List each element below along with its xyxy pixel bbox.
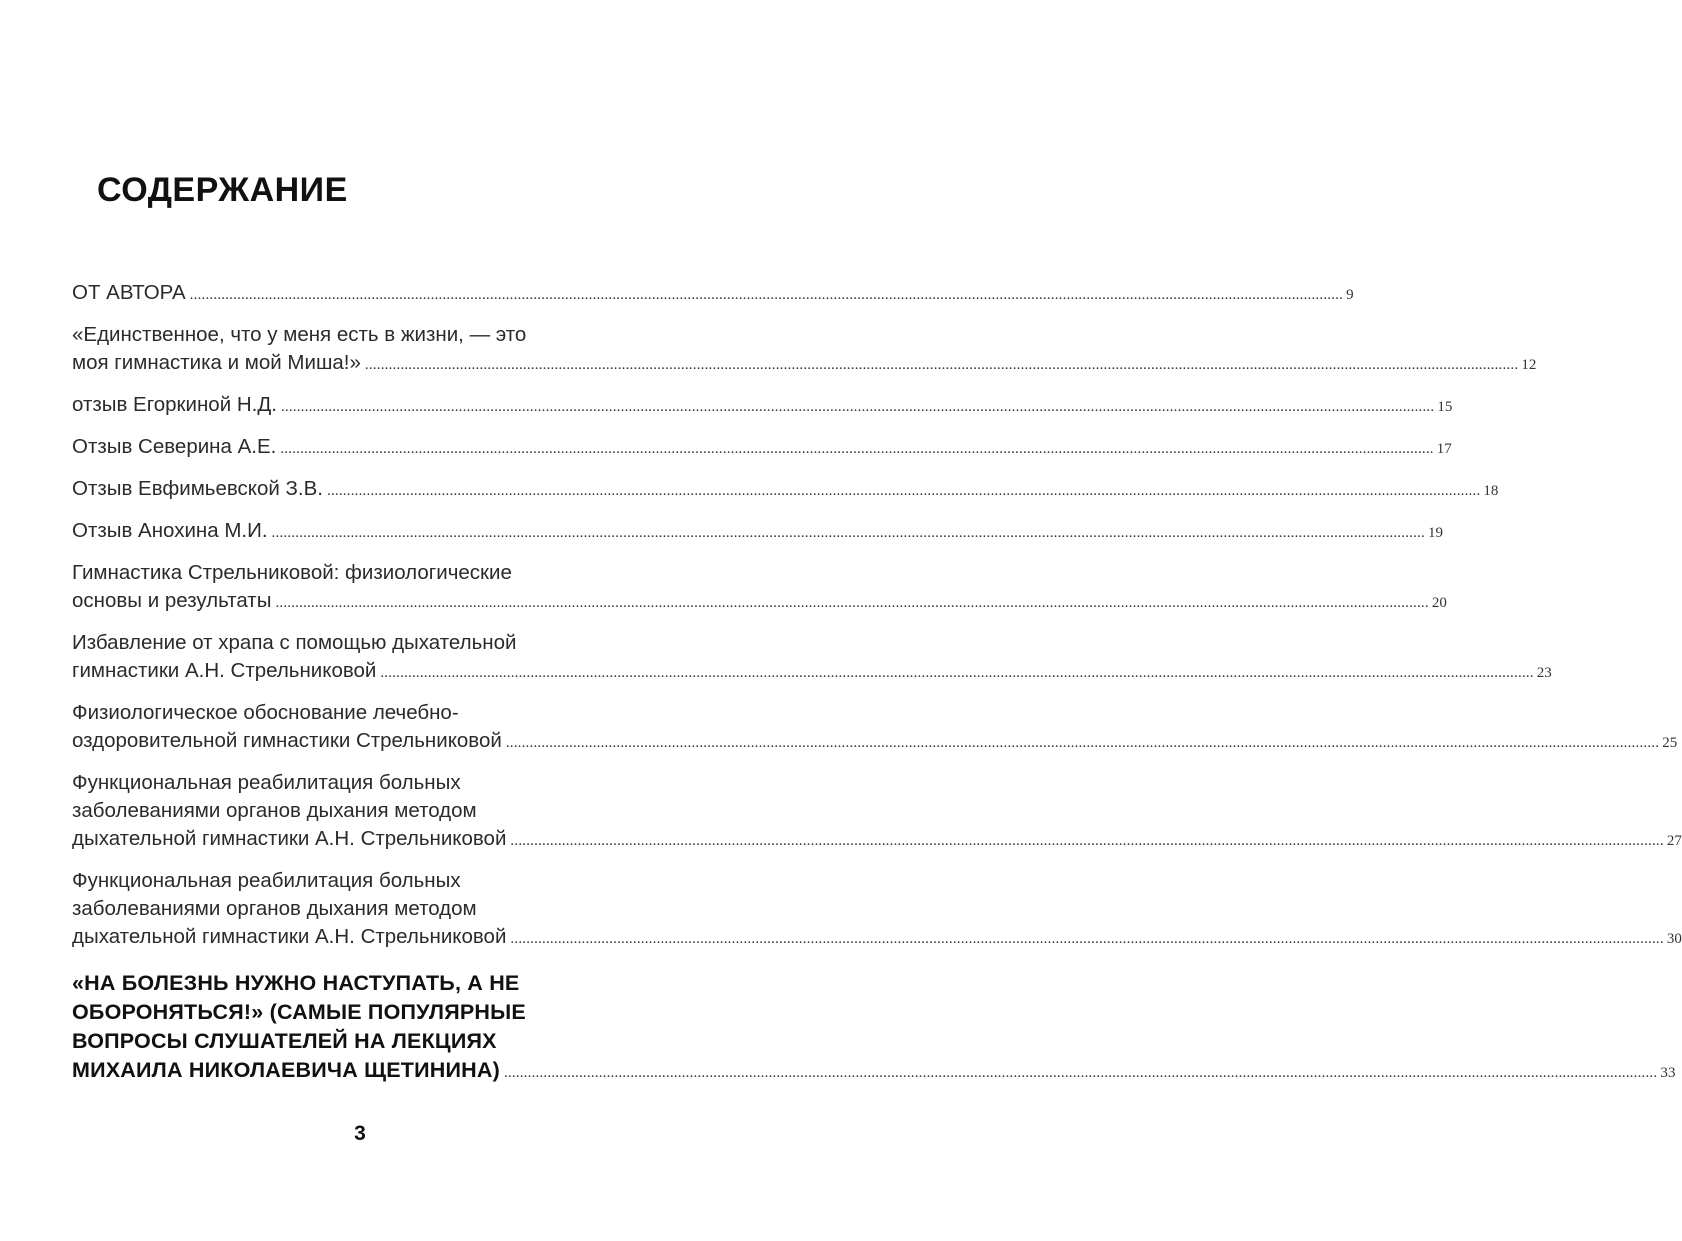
toc-entry-last-line (72, 587, 1447, 617)
dot-leader: .................................................................................................................................................................................................................................................................................................... (510, 931, 1664, 947)
dot-leader: .................................................................................................................................................................................................................................................................................................... (280, 399, 1435, 415)
toc-entry-title-line: «НА БОЛЕЗНЬ НУЖНО НАСТУПАТЬ, А НЕ (72, 971, 520, 995)
toc-entry-last-line (72, 727, 1678, 757)
toc-entry-title: дыхательной гимнастики А.Н. Стрельниковой (72, 827, 507, 850)
dot-leader: .................................................................................................................................................................................................................................................................................................... (503, 1065, 1658, 1081)
dot-leader: .................................................................................................................................................................................................................................................................................................... (510, 833, 1664, 849)
toc-entry-title-line: «Единственное, что у меня есть в жизни, — это (72, 323, 527, 346)
toc-entry-last-line (72, 433, 1452, 463)
toc-entry-last-line (72, 391, 1453, 421)
toc-entry[interactable] (72, 629, 1552, 687)
toc-entry-page: 9 (1346, 287, 1354, 303)
toc-entry-title: МИХАИЛА НИКОЛАЕВИЧА ЩЕТИНИНА) (72, 1058, 500, 1082)
toc-entry[interactable] (72, 475, 1499, 505)
toc-entry-last-line (72, 657, 1552, 687)
toc-entry-title: Отзыв Северина А.Е. (72, 435, 277, 458)
toc-entry-page: 20 (1431, 595, 1447, 611)
toc-entry-title-line: Функциональная реабилитация больных (72, 771, 461, 794)
toc-entry-title-line: Физиологическое обоснование лечебно- (72, 701, 459, 724)
page-title: СОДЕРЖАНИЕ (97, 171, 348, 209)
toc-entry-title: Отзыв Евфимьевской З.В. (72, 477, 323, 500)
dot-leader: .................................................................................................................................................................................................................................................................................................... (505, 735, 1660, 751)
toc-entry-page: 25 (1662, 735, 1678, 751)
toc-entry-title-line: заболеваниями органов дыхания методом (72, 799, 477, 822)
toc-entry-title: оздоровительной гимнастики Стрельниковой (72, 729, 502, 752)
dot-leader: .................................................................................................................................................................................................................................................................................................... (280, 441, 1434, 457)
toc-entry[interactable] (72, 279, 1354, 309)
toc-entry-title-line: Функциональная реабилитация больных (72, 869, 461, 892)
toc-entry-title-line: заболеваниями органов дыхания методом (72, 897, 477, 920)
toc-entry-page: 19 (1427, 525, 1443, 541)
page-number: 3 (354, 1122, 366, 1145)
toc-entry-title-line: ВОПРОСЫ СЛУШАТЕЛЕЙ НА ЛЕКЦИЯХ (72, 1029, 497, 1053)
toc-entry-page: 17 (1436, 441, 1452, 457)
toc-entry[interactable] (72, 321, 1537, 379)
toc-entry[interactable] (72, 699, 1678, 757)
dot-leader: .................................................................................................................................................................................................................................................................................................... (271, 525, 1425, 541)
toc-entry[interactable] (72, 969, 1676, 1088)
toc-entry-title-line: Гимнастика Стрельниковой: физиологические (72, 561, 512, 584)
toc-entry-title: дыхательной гимнастики А.Н. Стрельниковой (72, 925, 507, 948)
toc-entry-last-line (72, 1056, 1676, 1088)
toc-entry-title: гимнастики А.Н. Стрельниковой (72, 659, 377, 682)
toc-entry-title-line: Избавление от храпа с помощью дыхательной (72, 631, 517, 654)
toc-entry-title: отзыв Егоркиной Н.Д. (72, 393, 277, 416)
toc-entry-page: 27 (1666, 833, 1682, 849)
toc-entry[interactable] (72, 391, 1453, 421)
toc-entry[interactable] (72, 769, 1682, 855)
toc-entry-page: 33 (1660, 1065, 1676, 1081)
toc-entry[interactable] (72, 867, 1682, 953)
dot-leader: .................................................................................................................................................................................................................................................................................................... (364, 357, 1519, 373)
toc-entry-page: 23 (1536, 665, 1552, 681)
toc-entry-title: Отзыв Анохина М.И. (72, 519, 268, 542)
toc-entry[interactable] (72, 517, 1443, 547)
dot-leader: .................................................................................................................................................................................................................................................................................................... (189, 287, 1344, 303)
toc-entry-title: ОТ АВТОРА (72, 281, 186, 304)
toc-entry-title: основы и результаты (72, 589, 272, 612)
dot-leader: .................................................................................................................................................................................................................................................................................................... (275, 595, 1429, 611)
toc-entry-last-line (72, 279, 1354, 309)
toc-entry-page: 15 (1437, 399, 1453, 415)
toc-entry-page: 18 (1483, 483, 1499, 499)
toc-entry-page: 12 (1521, 357, 1537, 373)
toc-entry-last-line (72, 349, 1537, 379)
toc-entry-title: моя гимнастика и мой Миша!» (72, 351, 361, 374)
dot-leader: .................................................................................................................................................................................................................................................................................................... (380, 665, 1534, 681)
toc-entry-last-line (72, 475, 1499, 505)
toc-entry-page: 30 (1666, 931, 1682, 947)
table-of-contents (72, 279, 1682, 1100)
toc-entry-title-line: ОБОРОНЯТЬСЯ!» (САМЫЕ ПОПУЛЯРНЫЕ (72, 1000, 526, 1024)
toc-entry[interactable] (72, 559, 1447, 617)
toc-entry-last-line (72, 923, 1682, 953)
toc-entry[interactable] (72, 433, 1452, 463)
toc-entry-last-line (72, 825, 1682, 855)
toc-entry-last-line (72, 517, 1443, 547)
dot-leader: .................................................................................................................................................................................................................................................................................................... (327, 483, 1481, 499)
